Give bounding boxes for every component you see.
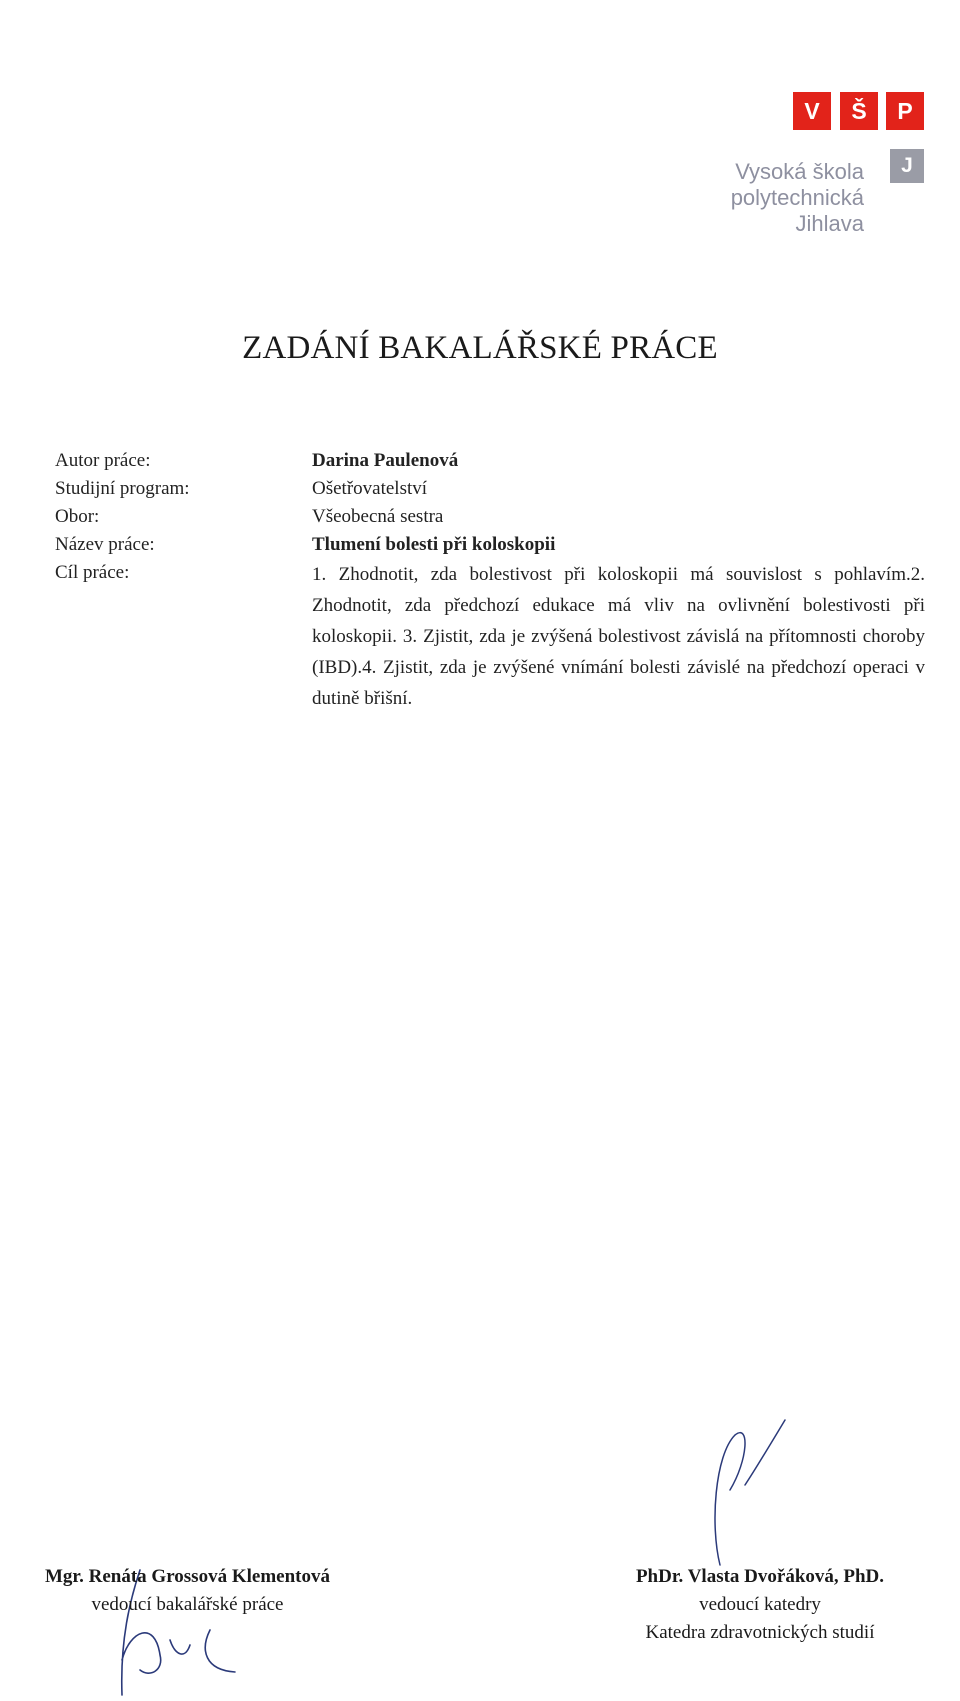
author-label: Autor práce: (55, 450, 151, 471)
field-row-goal (55, 559, 925, 714)
head-department: Katedra zdravotnických studií (645, 1622, 875, 1643)
thesis-title-label: Název práce: (55, 534, 155, 555)
logo-name-line-1: Vysoká škola (735, 159, 864, 184)
head-signature-block (560, 1563, 960, 1647)
program-value: Ošetřovatelství (312, 478, 428, 499)
logo-school-name (731, 159, 864, 237)
logo-name-line-2: polytechnická (730, 185, 864, 210)
logo-letter-s: Š (840, 92, 878, 130)
field-row-author (55, 447, 925, 475)
head-name: PhDr. Vlasta Dvořáková, PhD. (635, 1566, 885, 1587)
logo-letter-p: P (886, 92, 924, 130)
supervisor-signature-block (0, 1563, 375, 1619)
supervisor-role: vedoucí bakalářské práce (91, 1594, 284, 1615)
document-title: ZADÁNÍ BAKALÁŘSKÉ PRÁCE (242, 330, 718, 366)
program-label: Studijní program: (55, 478, 190, 499)
logo-letter-j: J (890, 149, 924, 183)
logo-letter-v: V (793, 92, 831, 130)
author-value: Darina Paulenová (312, 450, 459, 471)
field-row-field (55, 503, 925, 531)
supervisor-name: Mgr. Renáta Grossová Klementová (45, 1566, 330, 1587)
thesis-fields (55, 447, 925, 714)
head-signature (690, 1415, 800, 1575)
field-row-title (55, 531, 925, 559)
school-logo (700, 85, 930, 255)
thesis-title-value: Tlumení bolesti při koloskopii (312, 534, 556, 555)
field-row-program (55, 475, 925, 503)
head-role: vedoucí katedry (699, 1594, 821, 1615)
goal-label: Cíl práce: (55, 562, 130, 583)
field-label: Obor: (55, 506, 100, 527)
logo-name-line-3: Jihlava (795, 211, 864, 236)
field-value: Všeobecná sestra (312, 506, 444, 527)
goal-value: 1. Zhodnotit, zda bolestivost při koloskopii má souvislost s pohlavím.2. Zhodnotit, zda předchozí edukace má vliv na ovlivnění bolestivosti při koloskopii. 3. Zjistit, zda je zvýšená bolestivost závislá na přítomnosti choroby (IBD).4. Zjistit, zda je zvýšené vnímání bolesti závislé na předchozí operaci v dutině břišní. (312, 564, 925, 709)
